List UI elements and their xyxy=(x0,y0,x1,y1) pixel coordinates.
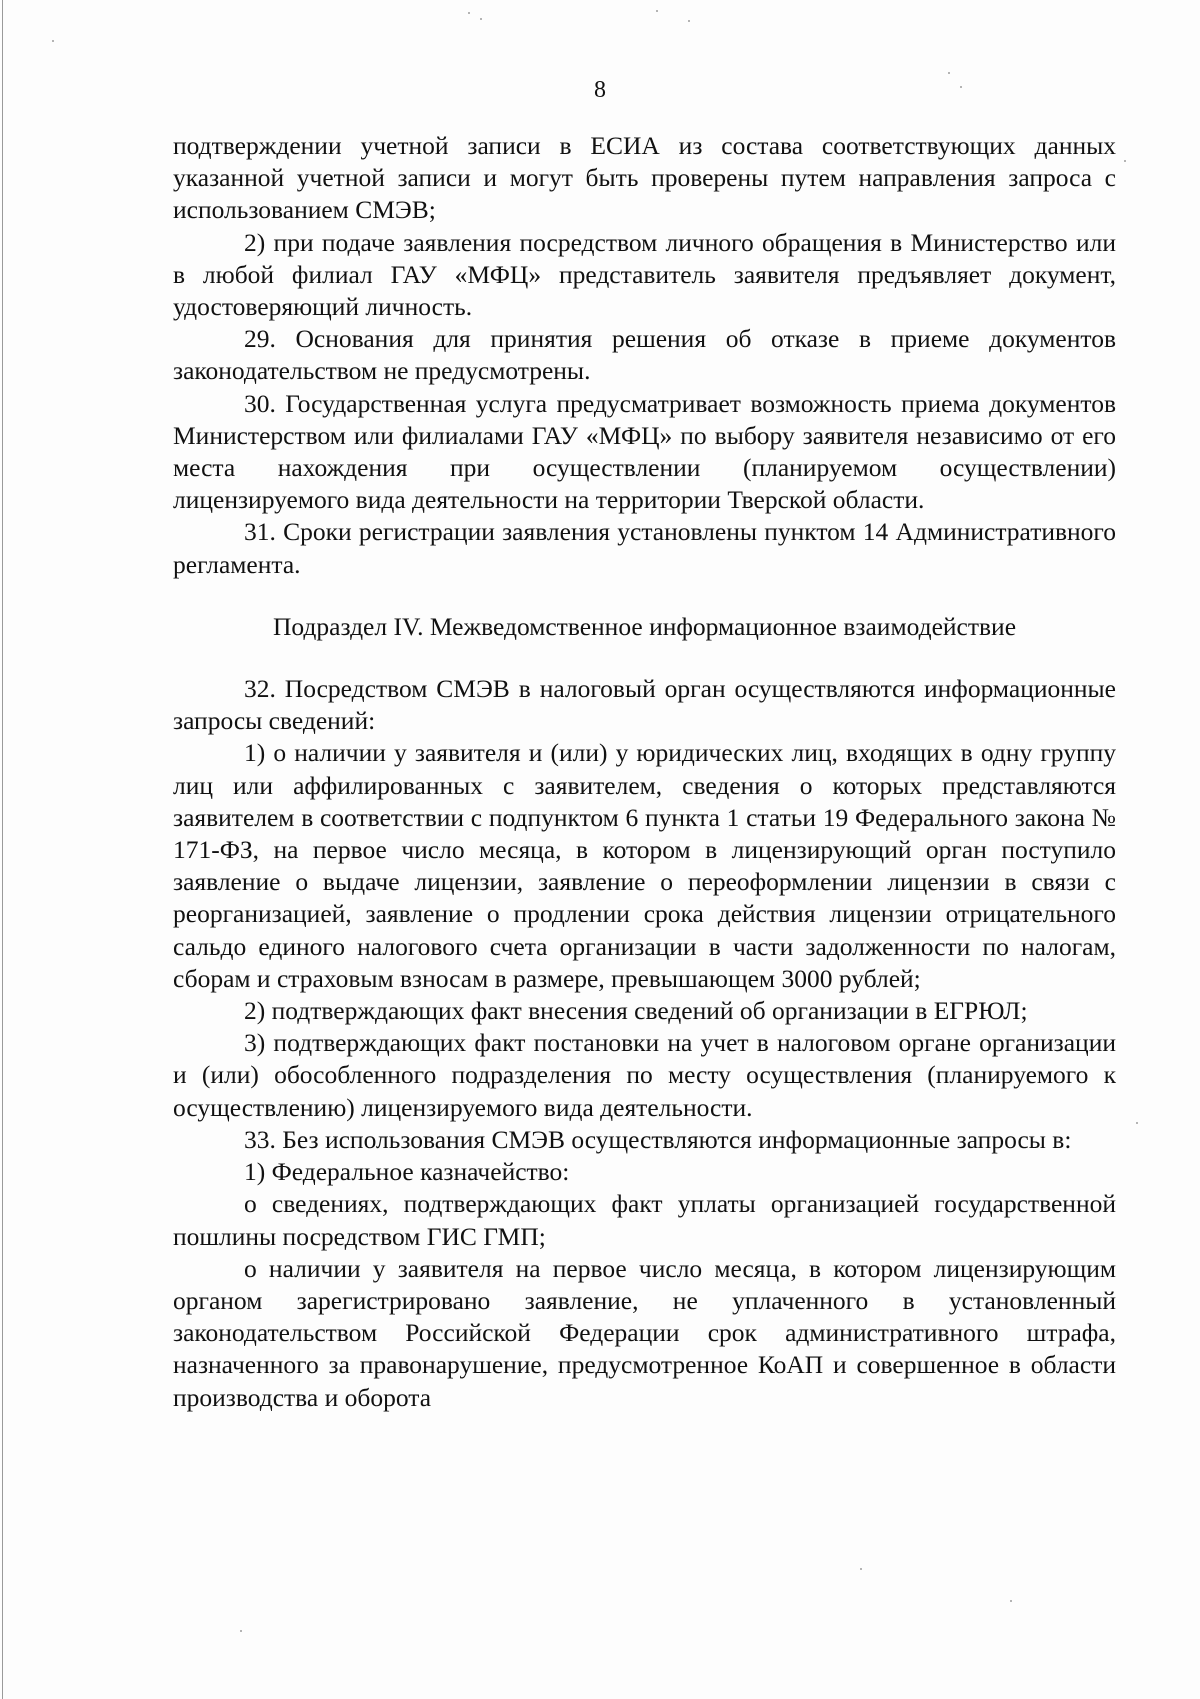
paragraph-top-0: подтверждении учетной записи в ЕСИА из состава соответствующих данных указанной учетной записи и могут быть проверены путем направления запроса с использованием СМЭВ; xyxy=(173,131,1116,225)
scan-speck xyxy=(480,18,482,20)
paragraph-bottom-0: 32. Посредством СМЭВ в налоговый орган осуществляются информационные запросы сведений: xyxy=(173,674,1116,736)
scan-speck xyxy=(656,10,658,12)
scan-speck xyxy=(948,72,950,74)
paragraph-bottom-1: 1) о наличии у заявителя и (или) у юридических лиц, входящих в одну группу лиц или аффилированных с заявителем, сведения о которых представляются заявителем в соответствии с подпунктом 6 пункта 1 статьи 19 Федерального закона № 171-ФЗ, на первое число месяца, в котором в лицензирующий орган поступило заявление о выдаче лицензии, заявление о переоформлении лицензии в связи с реорганизацией, заявление о продлении срока действия лицензии отрицательного сальдо единого налогового счета организации в части задолженности по налогам, сборам и страховым взносам в размере, превышающем 3000 рублей; xyxy=(173,738,1116,993)
section-heading: Подраздел IV. Межведомственное информационное взаимодействие xyxy=(272,611,1017,641)
paragraph-bottom-2: 2) подтверждающих факт внесения сведений об организации в ЕГРЮЛ; xyxy=(244,996,1028,1026)
scan-speck xyxy=(240,1630,242,1632)
paragraph-bottom-6: о сведениях, подтверждающих факт уплаты организацией государственной пошлины посредством ГИС ГМП; xyxy=(173,1189,1116,1251)
scan-speck xyxy=(52,40,54,42)
scan-speck xyxy=(688,20,690,22)
paragraph-top-2: 29. Основания для принятия решения об отказе в приеме документов законодательством не предусмотрены. xyxy=(173,324,1116,386)
paragraph-bottom-5: 1) Федеральное казначейство: xyxy=(244,1157,570,1187)
paragraph-bottom-4: 33. Без использования СМЭВ осуществляются информационные запросы в: xyxy=(244,1124,1072,1154)
paragraph-bottom-7: о наличии у заявителя на первое число месяца, в котором лицензирующим органом зарегистрировано заявление, не уплаченного в установленный законодательством Российской Федерации срок административного штрафа, назначенного за правонарушение, предусмотренное КоАП и совершенное в области производства и оборота xyxy=(173,1253,1116,1412)
scan-speck xyxy=(1124,160,1126,162)
paragraph-top-4: 31. Сроки регистрации заявления установлены пунктом 14 Административного регламента. xyxy=(173,517,1116,579)
scan-speck xyxy=(960,86,962,88)
document-body xyxy=(173,130,1116,1414)
paragraph-top-3: 30. Государственная услуга предусматривает возможность приема документов Министерством или филиалами ГАУ «МФЦ» по выбору заявителя независимо от его места нахождения при осуществлении (планируемом осуществлении) лицензируемого вида деятельности на территории Тверской области. xyxy=(173,388,1116,515)
paragraph-bottom-3: 3) подтверждающих факт постановки на учет в налоговом органе организации и (или) обособленного подразделения по месту осуществления (планируемого к осуществлению) лицензируемого вида деятельности. xyxy=(173,1028,1116,1122)
page-edge-line xyxy=(2,0,3,1699)
scan-speck xyxy=(860,1568,862,1570)
scan-speck xyxy=(1010,1600,1012,1602)
paragraph-top-1: 2) при подаче заявления посредством личного обращения в Министерство или в любой филиал ГАУ «МФЦ» представитель заявителя предъявляет документ, удостоверяющий личность. xyxy=(173,227,1116,322)
scan-speck xyxy=(1136,1122,1138,1124)
page-number: 8 xyxy=(594,77,606,103)
scan-speck xyxy=(468,12,470,14)
